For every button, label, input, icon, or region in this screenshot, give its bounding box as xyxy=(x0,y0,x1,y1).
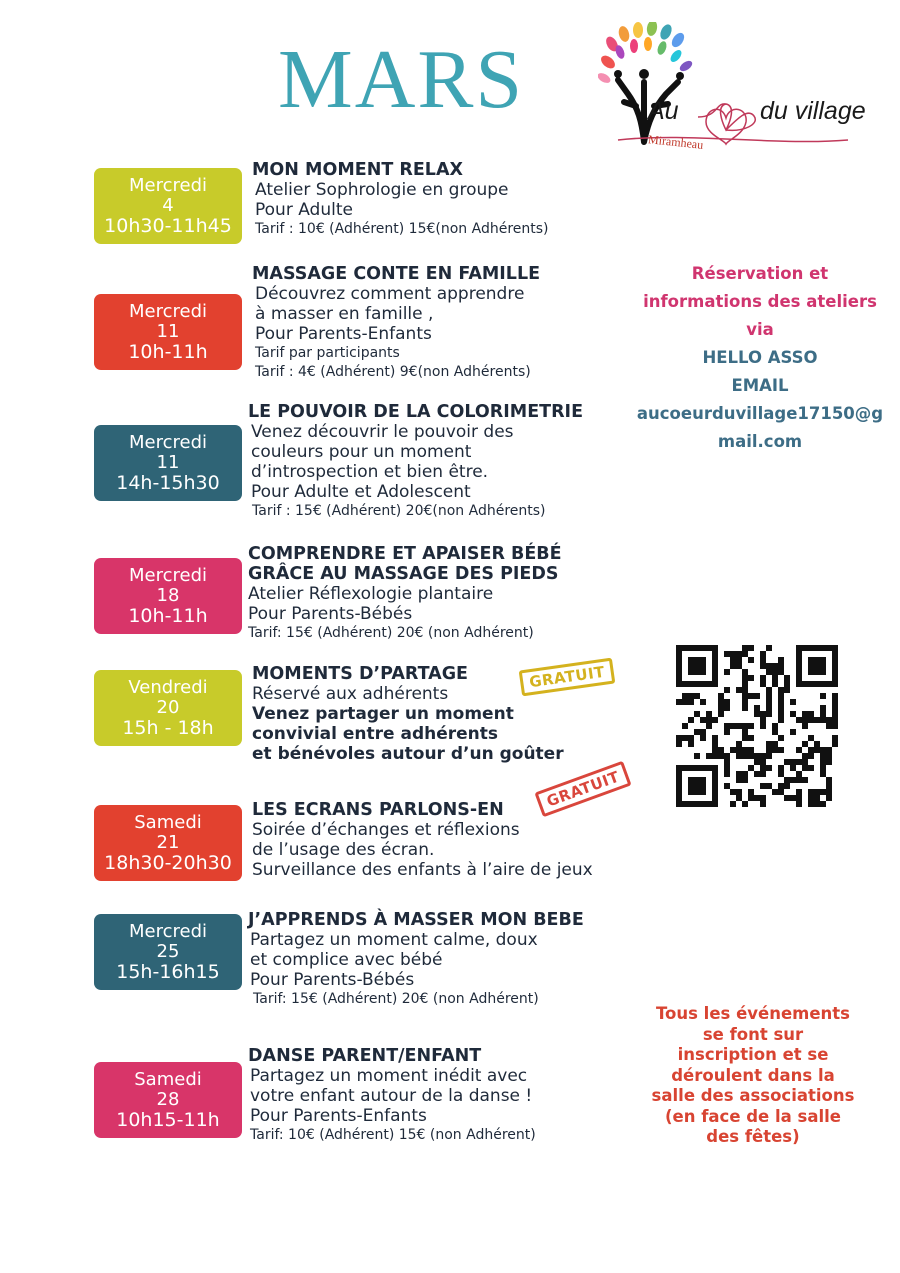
event-line: Pour Adulte et Adolescent xyxy=(251,482,471,502)
event-details xyxy=(248,402,648,521)
event-line: à masser en famille , xyxy=(255,304,434,324)
event-date-badge xyxy=(94,914,242,990)
event-line: votre enfant autour de la danse ! xyxy=(250,1086,533,1106)
free-stamp: GRATUIT xyxy=(519,658,616,697)
event-day: Mercredi xyxy=(128,565,207,586)
event-date: 20 xyxy=(156,697,180,718)
event-price: Tarif par participants xyxy=(255,345,400,361)
event-line: Pour Parents-Enfants xyxy=(255,324,432,344)
event-time: 10h15-11h xyxy=(116,1109,220,1131)
event-details xyxy=(252,800,652,880)
event-time: 15h-16h15 xyxy=(116,961,220,983)
tree-heart-logo-icon xyxy=(598,22,888,162)
event-day: Mercredi xyxy=(128,432,207,453)
event-price: Tarif: 15€ (Adhérent) 20€ (non Adhérent) xyxy=(248,625,534,641)
reservation-info xyxy=(630,260,890,456)
event-line: Découvrez comment apprendre xyxy=(255,284,525,304)
event-day: Samedi xyxy=(134,812,202,833)
event-price: Tarif : 4€ (Adhérent) 9€(non Adhérents) xyxy=(255,364,531,380)
event-title: MASSAGE CONTE EN FAMILLE xyxy=(252,264,541,284)
event-line: Partagez un moment inédit avec xyxy=(250,1066,528,1086)
event-time: 10h-11h xyxy=(128,605,208,627)
event-price: Tarif : 15€ (Adhérent) 20€(non Adhérents) xyxy=(252,503,546,519)
note-line: des fêtes) xyxy=(706,1127,800,1146)
event-line: de l’usage des écran. xyxy=(252,840,435,860)
logo-word-au: Au xyxy=(648,97,679,125)
free-stamp: GRATUIT xyxy=(534,761,631,818)
event-date: 11 xyxy=(156,321,180,342)
event-day: Mercredi xyxy=(128,175,207,196)
event-details xyxy=(252,264,652,382)
event-line: Atelier Réflexologie plantaire xyxy=(248,584,494,604)
event-date: 18 xyxy=(156,585,180,606)
qr-code-icon[interactable] xyxy=(676,645,838,807)
event-line: Venez partager un moment xyxy=(252,704,514,724)
event-title: MOMENTS D’PARTAGE xyxy=(252,664,469,684)
event-line: d’introspection et bien être. xyxy=(251,462,489,482)
note-line: (en face de la salle xyxy=(665,1106,841,1126)
event-date-badge xyxy=(94,425,242,501)
event-details xyxy=(248,1046,648,1145)
event-line: Pour Parents-Bébés xyxy=(248,604,413,624)
event-details xyxy=(248,544,648,643)
event-line: convivial entre adhérents xyxy=(252,724,499,744)
event-date-badge xyxy=(94,805,242,881)
contact-email-end[interactable]: mail.com xyxy=(717,432,803,451)
page-title: MARS xyxy=(278,33,525,126)
note-line: déroulent dans la xyxy=(671,1065,835,1085)
event-time: 10h30-11h45 xyxy=(104,215,232,237)
event-price: Tarif: 10€ (Adhérent) 15€ (non Adhérent) xyxy=(250,1127,536,1143)
event-date-badge xyxy=(94,558,242,634)
event-day: Mercredi xyxy=(128,301,207,322)
event-title: MON MOMENT RELAX xyxy=(252,160,463,180)
event-line: Pour Adulte xyxy=(255,200,353,220)
info-line: HELLO ASSO xyxy=(702,348,818,367)
event-date: 11 xyxy=(156,452,180,473)
event-line: Venez découvrir le pouvoir des xyxy=(251,422,514,442)
event-details xyxy=(248,910,648,1009)
event-line: Pour Parents-Bébés xyxy=(250,970,415,990)
event-title: LE POUVOIR DE LA COLORIMETRIE xyxy=(248,402,584,422)
event-date-badge xyxy=(94,168,242,244)
event-date-badge xyxy=(94,670,242,746)
event-title: J’APPRENDS À MASSER MON BEBE xyxy=(248,910,584,930)
event-time: 18h30-20h30 xyxy=(104,852,232,874)
event-line: Atelier Sophrologie en groupe xyxy=(255,180,509,200)
logo-place-name: Miramheau xyxy=(647,132,704,152)
contact-email[interactable]: aucoeurduvillage17150@g xyxy=(636,404,884,423)
event-time: 15h - 18h xyxy=(122,717,214,739)
note-line: se font sur xyxy=(702,1024,804,1044)
note-line: salle des associations xyxy=(651,1086,855,1105)
event-title: DANSE PARENT/ENFANT xyxy=(248,1046,482,1066)
event-title: GRÂCE AU MASSAGE DES PIEDS xyxy=(248,564,559,584)
event-line: et bénévoles autour d’un goûter xyxy=(252,744,564,764)
event-line: Réservé aux adhérents xyxy=(252,684,449,704)
event-line: Partagez un moment calme, doux xyxy=(250,930,538,950)
event-date: 28 xyxy=(156,1089,180,1110)
event-line: Surveillance des enfants à l’aire de jeux xyxy=(252,860,593,880)
au-coeur-du-village-logo xyxy=(598,22,888,162)
event-date: 25 xyxy=(156,941,180,962)
note-line: inscription et se xyxy=(677,1045,829,1064)
info-line: EMAIL xyxy=(731,376,789,395)
event-price: Tarif: 15€ (Adhérent) 20€ (non Adhérent) xyxy=(253,991,539,1007)
event-time: 10h-11h xyxy=(128,341,208,363)
event-date: 4 xyxy=(162,195,174,216)
info-line: Réservation et xyxy=(691,264,829,283)
event-title: LES ECRANS PARLONS-EN xyxy=(252,800,504,820)
event-day: Vendredi xyxy=(128,677,208,698)
info-line: via xyxy=(746,320,774,339)
event-line: Pour Parents-Enfants xyxy=(250,1106,427,1126)
event-date: 21 xyxy=(156,832,180,853)
event-line: Soirée d’échanges et réflexions xyxy=(252,820,520,840)
logo-word-village: du village xyxy=(760,97,866,125)
info-line: informations des ateliers xyxy=(643,292,877,311)
note-line: Tous les événements xyxy=(655,1004,851,1023)
event-date-badge xyxy=(94,1062,242,1138)
event-time: 14h-15h30 xyxy=(116,472,220,494)
event-date-badge xyxy=(94,294,242,370)
registration-note xyxy=(618,1004,888,1148)
event-price: Tarif : 10€ (Adhérent) 15€(non Adhérents) xyxy=(255,221,549,237)
event-details xyxy=(252,160,652,239)
event-day: Samedi xyxy=(134,1069,202,1090)
event-line: couleurs pour un moment xyxy=(251,442,472,462)
event-day: Mercredi xyxy=(128,921,207,942)
event-line: et complice avec bébé xyxy=(250,950,443,970)
event-title: COMPRENDRE ET APAISER BÉBÉ xyxy=(248,544,562,564)
